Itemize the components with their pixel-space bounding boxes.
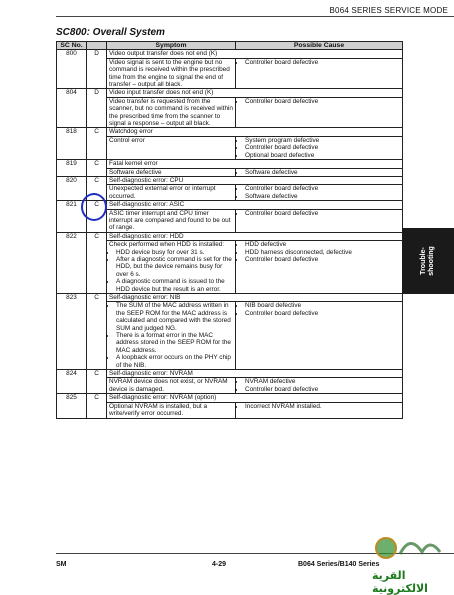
footer-left: SM [56, 561, 67, 568]
cause-item: • Controller board defective [245, 386, 400, 393]
table-row-detail [57, 185, 403, 201]
sc-number: 824 [57, 370, 87, 394]
cause-list [238, 137, 400, 159]
symptom-cell [107, 136, 236, 159]
sc-title: Watchdog error [107, 128, 403, 136]
symptom-text: Control error [109, 136, 145, 144]
symptom-cell [107, 378, 236, 394]
sc-title: Self-diagnostic error: CPU [107, 176, 403, 184]
table-row [57, 394, 403, 402]
symptom-text: NVRAM device does not exist, or NVRAM device is damaged. [109, 378, 228, 393]
cause-cell [236, 97, 403, 128]
col-header-sc-no: SC No. [57, 42, 87, 50]
cause-list [238, 210, 400, 217]
symptom-text: Optional NVRAM is installed, but a write/verify error occurred. [109, 402, 208, 418]
cause-item: • NVRAM defective [245, 378, 400, 385]
symptom-list [109, 249, 233, 293]
sc-class: C [87, 394, 107, 418]
cause-list [238, 98, 400, 105]
sc-number: 819 [57, 160, 87, 177]
cause-list [238, 378, 400, 393]
table-row-detail [57, 168, 403, 176]
sc-class: D [87, 89, 107, 128]
symptom-cell [107, 241, 236, 294]
page-header: B064 SERIES SERVICE MODE [329, 6, 448, 15]
side-tab-troubleshooting [402, 228, 454, 294]
symptom-text: ASIC timer interrupt and CPU timer interrupt are compared and found to be out of range. [109, 209, 231, 232]
footer-model: B064 Series/B140 Series [298, 561, 380, 568]
table-row-detail [57, 402, 403, 418]
table-row-detail [57, 302, 403, 370]
sc-number: 800 [57, 50, 87, 89]
cause-list [238, 169, 400, 176]
cause-item: • NIB board defective [245, 302, 400, 309]
symptom-bullet: • After a diagnostic command is set for the HDD, but the device remains busy for over 6 s. [116, 256, 233, 278]
watermark-text: القرية الالكترونية [372, 569, 428, 595]
cause-item: • Incorrect NVRAM installed. [245, 403, 400, 410]
symptom-cell [107, 97, 236, 128]
table-row [57, 232, 403, 240]
sc-number: 818 [57, 128, 87, 160]
sc-title: Video output transfer does not end (K) [107, 50, 403, 58]
col-header-possible-cause: Possible Cause [236, 42, 403, 50]
symptom-list [109, 302, 233, 369]
cause-cell [236, 402, 403, 418]
cause-list [238, 185, 400, 200]
sc-title: Self-diagnostic error: HDD [107, 232, 403, 240]
sc-title: Self-diagnostic error: NVRAM [107, 370, 403, 378]
symptom-text: Video signal is sent to the engine but no command is received within the prescribed time from the engine to signal the end of transfer – output all black. [109, 58, 230, 89]
sc-number: 821 [57, 201, 87, 233]
sc-number: 825 [57, 394, 87, 418]
symptom-cell [107, 185, 236, 201]
sc-number: 822 [57, 232, 87, 293]
symptom-cell [107, 302, 236, 370]
symptom-text: Software defective [109, 168, 162, 176]
cause-item: • Controller board defective [245, 59, 400, 66]
side-tab-label: Trouble- shooting [420, 246, 435, 276]
cause-cell [236, 378, 403, 394]
sc-class: C [87, 370, 107, 394]
table-row [57, 160, 403, 168]
cause-list [238, 59, 400, 66]
cause-cell [236, 241, 403, 294]
sc-class: C [87, 294, 107, 370]
cause-item: • Controller board defective [245, 185, 400, 192]
table-row-detail [57, 378, 403, 394]
cause-item: • Controller board defective [245, 98, 400, 105]
annotation-circle [81, 193, 107, 221]
col-header-class [87, 42, 107, 50]
cause-item: • System program defective [245, 137, 400, 144]
cause-item: • Controller board defective [245, 210, 400, 217]
sc-class: C [87, 176, 107, 200]
table-row [57, 370, 403, 378]
table-row [57, 89, 403, 97]
cause-list [238, 302, 400, 317]
table-row [57, 294, 403, 302]
symptom-intro: Check performed when HDD is installed: [109, 241, 225, 249]
sc-title: Video input transfer does not end (K) [107, 89, 403, 97]
cause-cell [236, 58, 403, 89]
cause-item: • Software defective [245, 193, 400, 200]
cause-item: • Controller board defective [245, 256, 400, 263]
symptom-cell [107, 209, 236, 232]
sc-title: Self-diagnostic error: NIB [107, 294, 403, 302]
table-row [57, 176, 403, 184]
symptom-bullet: • The SUM of the MAC address written in the SEEP ROM for the MAC address is calculated and compared with the stored SUM and judged NG. [116, 302, 233, 332]
symptom-text: Unexpected external error or interrupt occurred. [109, 185, 216, 200]
cause-list [238, 403, 400, 410]
cause-cell [236, 136, 403, 159]
cause-cell [236, 209, 403, 232]
cause-item: • Optional board defective [245, 152, 400, 159]
sc-class: D [87, 50, 107, 89]
cause-item: • Controller board defective [245, 144, 400, 151]
table-row-detail [57, 58, 403, 89]
table-row-detail [57, 97, 403, 128]
table-row-detail [57, 209, 403, 232]
table-row-detail [57, 241, 403, 294]
sc-title: Fatal kernel error [107, 160, 403, 168]
table-row [57, 50, 403, 58]
sc-title: Self-diagnostic error: ASIC [107, 201, 403, 209]
symptom-cell [107, 58, 236, 89]
cause-item: • HDD harness disconnected, defective [245, 249, 400, 256]
sc-title: Self-diagnostic error: NVRAM (option) [107, 394, 403, 402]
sc-class: C [87, 232, 107, 293]
symptom-bullet: • A loopback error occurs on the PHY chip of the NIB. [116, 354, 233, 369]
cause-cell [236, 168, 403, 176]
cause-item: • Software defective [245, 169, 400, 176]
symptom-text: Video transfer is requested from the scanner, but no command is received within the prescribed time from the scanner to signal a response – output all black. [109, 97, 233, 128]
table-row [57, 128, 403, 136]
symptom-cell [107, 402, 236, 418]
sc-number: 804 [57, 89, 87, 128]
symptom-bullet: • A diagnostic command is issued to the HDD device but the result is an error. [116, 278, 233, 293]
table-header-row [57, 42, 403, 50]
sc-class: C [87, 160, 107, 177]
cause-list [238, 241, 400, 263]
cause-cell [236, 302, 403, 370]
section-title: SC800: Overall System [56, 27, 165, 38]
symptom-bullet: • There is a format error in the MAC address stored in the SEEP ROM for the MAC address. [116, 332, 233, 354]
sc-class: C [87, 128, 107, 160]
cause-item: • Controller board defective [245, 310, 400, 317]
sc-number: 820 [57, 176, 87, 200]
symptom-cell [107, 168, 236, 176]
cause-item: • HDD defective [245, 241, 400, 248]
table-row [57, 201, 403, 209]
symptom-bullet: • HDD device busy for over 31 s. [116, 249, 233, 256]
col-header-symptom: Symptom [107, 42, 236, 50]
cause-cell [236, 185, 403, 201]
sc-number: 823 [57, 294, 87, 370]
table-row-detail [57, 136, 403, 159]
sc-class: C [87, 201, 107, 233]
footer-page-number: 4-29 [212, 561, 227, 568]
sc-table [56, 41, 403, 419]
header-rule [56, 16, 454, 17]
